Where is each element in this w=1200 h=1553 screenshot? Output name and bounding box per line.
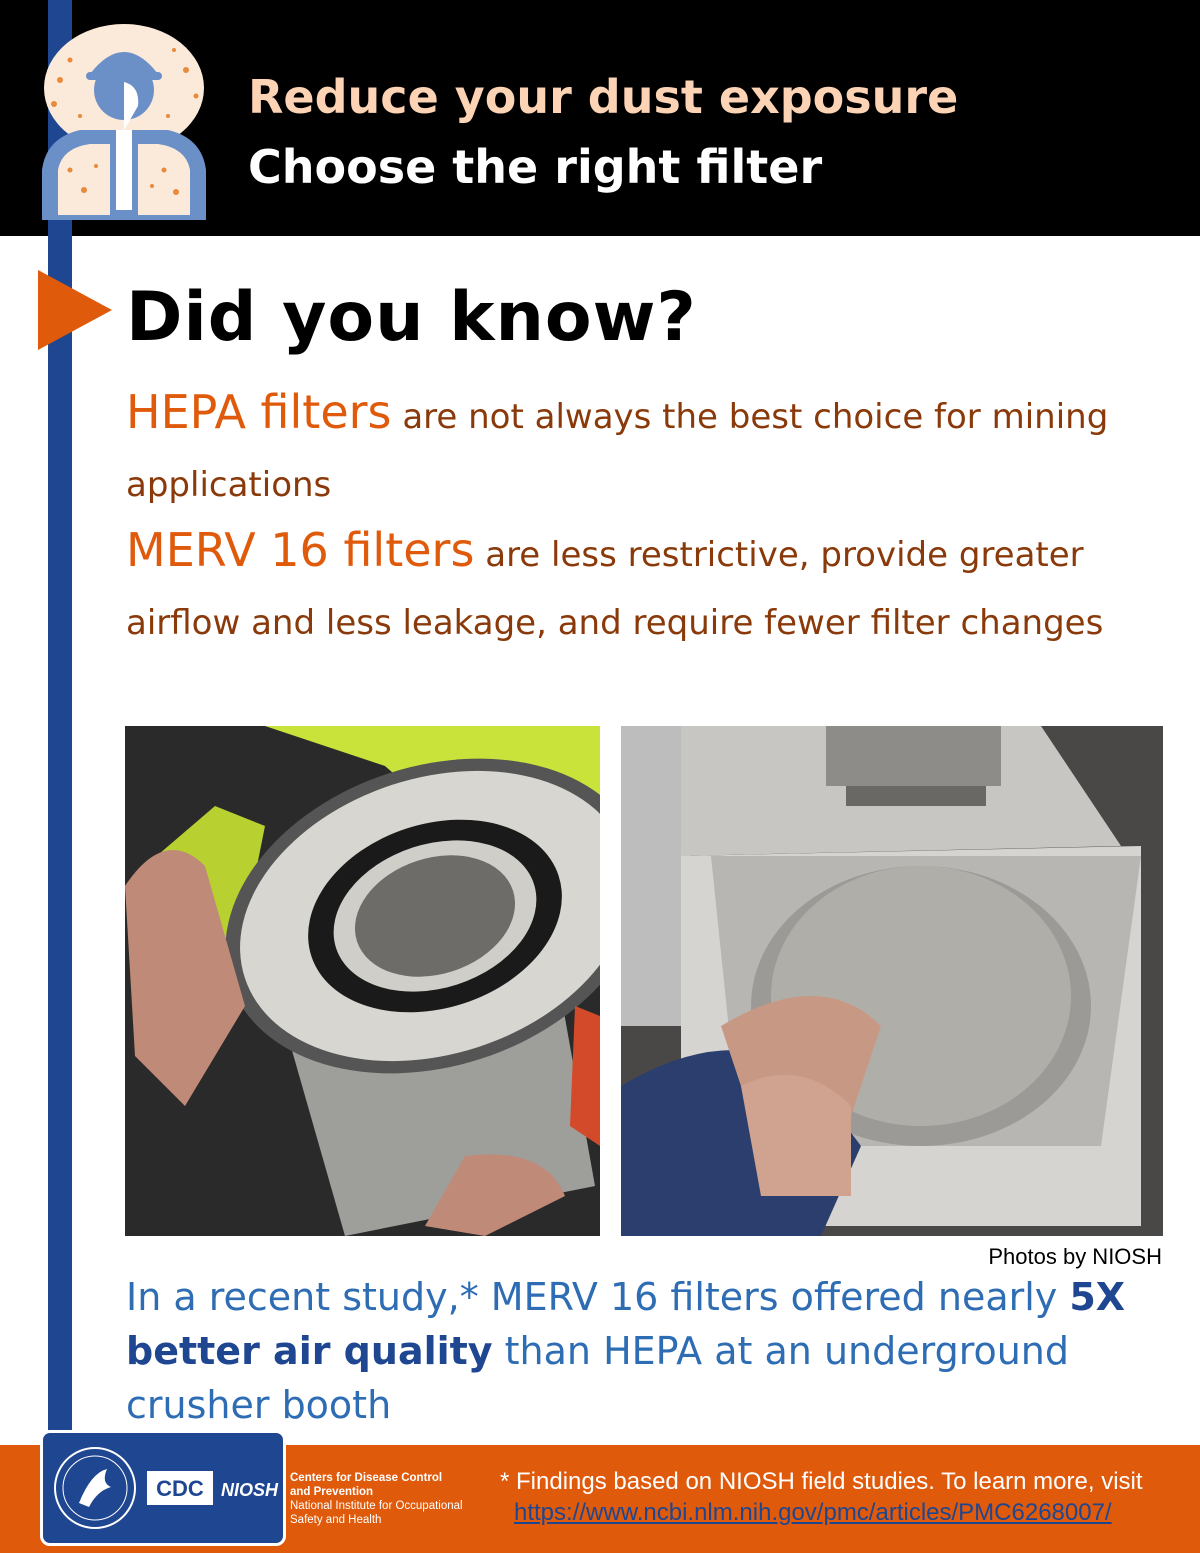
findings-text: * Findings based on NIOSH field studies. To learn more, visit (500, 1468, 1143, 1495)
page-heading: Did you know? (126, 278, 697, 357)
title-line2: Choose the right filter (248, 140, 823, 194)
worker-lungs-icon (40, 20, 208, 220)
agency-line2: and Prevention (290, 1486, 374, 1498)
hepa-paragraph (126, 378, 1186, 519)
agency-line1: Centers for Disease Control (290, 1472, 443, 1484)
merv-paragraph (126, 516, 1186, 657)
findings-note (500, 1466, 1180, 1528)
title-line1: Reduce your dust exposure (248, 70, 959, 124)
pmc-article-link[interactable]: https://www.ncbi.nlm.nih.gov/pmc/articles/PMC6268007/ (514, 1499, 1112, 1526)
study-part2: than HEPA at an underground crusher booth (126, 1329, 1070, 1427)
agency-name (290, 1471, 490, 1527)
filter-photo-left (125, 726, 600, 1236)
study-part1: In a recent study,* MERV 16 filters offered nearly (126, 1275, 1070, 1319)
merv-text: are less restrictive, provide greater airflow and less leakage, and require fewer filter changes (126, 535, 1104, 643)
hepa-text: are not always the best choice for mining applications (126, 397, 1109, 505)
study-statement (126, 1270, 1166, 1432)
hepa-highlight: HEPA filters (126, 385, 392, 439)
niosh-logo-text: NIOSH (221, 1480, 279, 1500)
cdc-niosh-logo (40, 1430, 286, 1546)
study-highlight: 5X better air quality (126, 1275, 1126, 1373)
photo-credit: Photos by NIOSH (988, 1244, 1162, 1269)
pointer-arrow-icon (38, 270, 112, 350)
merv-highlight: MERV 16 filters (126, 523, 475, 577)
agency-line3: National Institute for Occupational (290, 1500, 463, 1512)
cdc-logo-text: CDC (156, 1476, 204, 1501)
filter-photo-right (621, 726, 1163, 1236)
agency-line4: Safety and Health (290, 1514, 382, 1526)
